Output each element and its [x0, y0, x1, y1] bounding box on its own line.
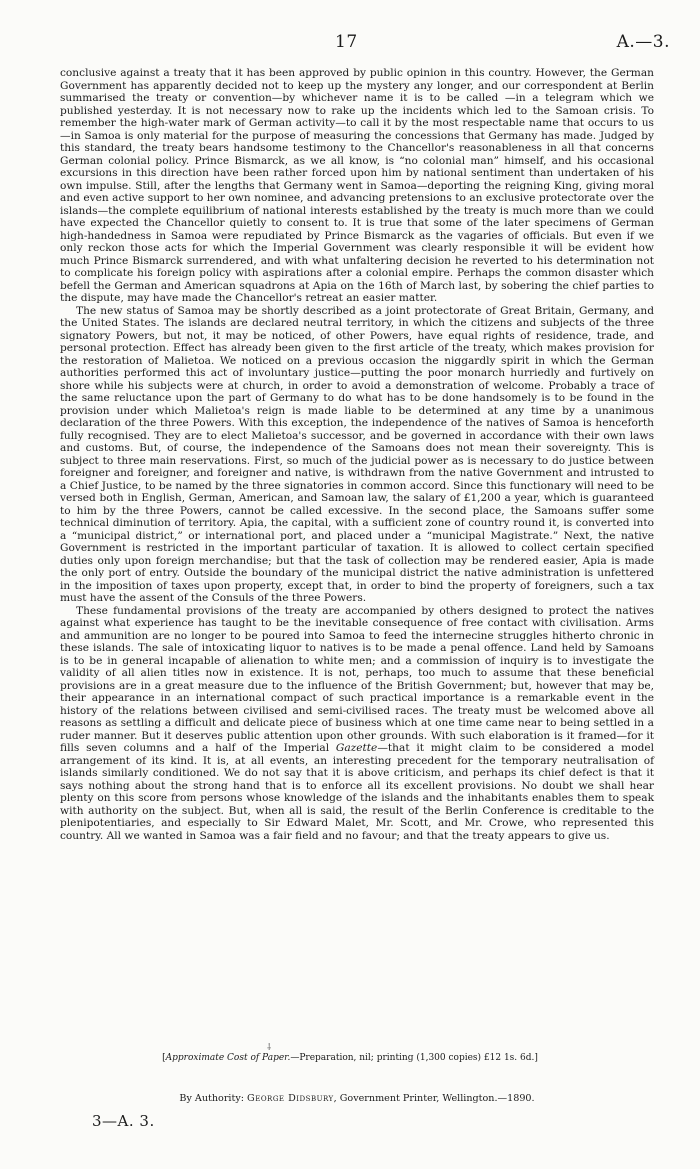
document-reference: A.—3.: [616, 32, 670, 52]
imprint-prefix: By Authority:: [179, 1093, 248, 1104]
cost-note: [120, 1053, 580, 1064]
paragraph-2: The new status of Samoa may be shortly described as a joint protectorate of Great Britain, Germany, and the United States. The islands are declared neutral territory, in which the citizens and subjects of the three signatory Powers, but not, it may be noticed, of other Powers, have equal rights of residence, trade, and personal protection. Effect has already been given to the first article of the treaty, which makes provision for the restoration of Malietoa. We noticed on a previous occasion the niggardly spirit in which the German authorities performed this act of involuntary justice—putting the poor monarch hurriedly and furtively on shore while his subjects were at church, in order to avoid a demonstration of welcome. Probably a trace of the same reluctance upon the part of Germany to do what has to be done handsomely is to be found in the provision under which Malietoa's reign is made liable to be determined at any time by a unanimous declaration of the three Powers. With this exception, the independence of the natives of Samoa is henceforth fully recognised. They are to elect Malietoa's successor, and be governed in accordance with their own laws and customs. But, of course, the independence of the Samoans does not mean their sovereignty. This is subject to three main reservations. First, so much of the judicial power as is necessary to do justice between foreigner and foreigner, and foreigner and native, is withdrawn from the native Government and intrusted to a Chief Justice, to be named by the three signatories in common accord. Since this functionary will need to be versed both in English, German, American, and Samoan law, the salary of £1,200 a year, which is guaranteed to him by the three Powers, cannot be called excessive. In the second place, the Samoans suffer some technical diminution of territory. Apia, the capital, with a sufficient zone of country round it, is converted into a “municipal district,” or international port, and placed under a “municipal Magistrate.” Next, the native Government is restricted in the important particular of taxation. It is allowed to collect certain specified duties only upon foreign merchandise; but that the task of collection may be rendered easier, Apia is made the only port of entry. Outside the boundary of the municipal district the native administration is unfettered in the imposition of taxes upon property, except that, in order to bind the property of foreigners, such a tax must have the assent of the Consuls of the three Powers.: [60, 304, 654, 604]
cost-close-bracket: ]: [534, 1053, 538, 1063]
cost-note-text: —Preparation, nil; printing (1,300 copies) £12 1s. 6d.: [290, 1053, 535, 1063]
article-body: [60, 67, 654, 842]
gazette-italic: Gazette: [335, 742, 378, 754]
cost-note-label: Approximate Cost of Paper.: [165, 1053, 291, 1063]
imprint-printer-name: George Didsbury: [247, 1093, 334, 1104]
paragraph-1: conclusive against a treaty that it has been approved by public opinion in this country. However, the German Government has apparently decided not to keep up the mystery any longer, and our correspondent at Berlin summarised the treaty or convention—by whichever name it is to be called —in a telegram which we published yesterday. It is not necessary now to rake up the incidents which led to the Samoan crisis. To remember the high-water mark of German activity—to call it by the most respectable name that occurs to us—in Samoa is only material for the purpose of measuring the concessions that Germany has made. Judged by this standard, the treaty bears handsome testimony to the Chancellor's reasonableness in all that concerns German colonial policy. Prince Bismarck, as we all know, is “no colonial man” himself, and his occasional excursions in this direction have been rather forced upon him by national sentiment than undertaken of his own impulse. Still, after the lengths that Germany went in Samoa—deporting the reigning King, giving moral and even active support to her own nominee, and advancing pretensions to an exclusive protectorate over the islands—the complete equilibrium of national interests established by the treaty is much more than we could have expected the Chancellor quietly to consent to. It is true that some of the later specimens of German high-handedness in Samoa were repudiated by Prince Bismarck as the vagaries of officials. But even if we only reckon those acts for which the Imperial Government was clearly responsible it will be evident how much Prince Bismarck surrendered, and with what unfaltering decision he reverted to his determination not to complicate his foreign policy with aspirations after a colonial empire. Perhaps the common disaster which befell the German and American squadrons at Apia on the 16th of March last, by sobering the chief parties to the dispute, may have made the Chancellor's retreat an easier matter.: [60, 67, 654, 304]
cost-open-bracket: [: [162, 1053, 166, 1063]
paragraph-3-text: These fundamental provisions of the treaty are accompanied by others designed to protect the natives against what experience has taught to be the inevitable consequence of free contact with civilisation. Arms and ammunition are no longer to be poured into Samoa to feed the internecine struggles hitherto chronic in these islands. The sale of intoxicating liquor to natives is to be made a penal offence. Land held by Samoans is to be in general incapable of alienation to white men; and a commission of inquiry is to investigate the validity of all alien titles now in existence. It is not, perhaps, too much to assume that these beneficial provisions are in a great measure due to the influence of the British Government; but, however that may be, their appearance in an international compact of such practical importance is a remarkable event in the history of the relations between civilised and semi-civilised races. The treaty must be welcomed above all reasons as settling a difficult and delicate piece of business which at one time came near to being settled in a ruder manner. But it deserves public attention upon other grounds. With such elaboration is it framed—for it fills seven columns and a half of the Imperial: [60, 604, 654, 754]
paragraph-3: [60, 605, 654, 843]
printer-imprint: [60, 1093, 654, 1104]
stray-mark: ⸸: [267, 1043, 272, 1053]
sheet-reference: 3—A. 3.: [92, 1112, 155, 1130]
paragraph-3-tail: —that it might claim to be considered a model arrangement of its kind. It is, at all events, an interesting precedent for the temporary neutralisation of islands similarly conditioned. We do not say that it is above criticism, and perhaps its chief defect is that it says nothing about the strong hand that is to enforce all its excellent provisions. No doubt we shall hear plenty on this score from persons whose knowledge of the islands and the inhabitants enables them to speak with authority on the subject. But, when all is said, the result of the Berlin Conference is creditable to the plenipotentiaries, and especially to Sir Edward Malet, Mr. Scott, and Mr. Crowe, who represented this country. All we wanted in Samoa was a fair field and no favour; and that the treaty appears to give us.: [60, 742, 655, 842]
imprint-suffix: , Government Printer, Wellington.—1890.: [333, 1093, 535, 1104]
page-number: 17: [335, 32, 358, 52]
